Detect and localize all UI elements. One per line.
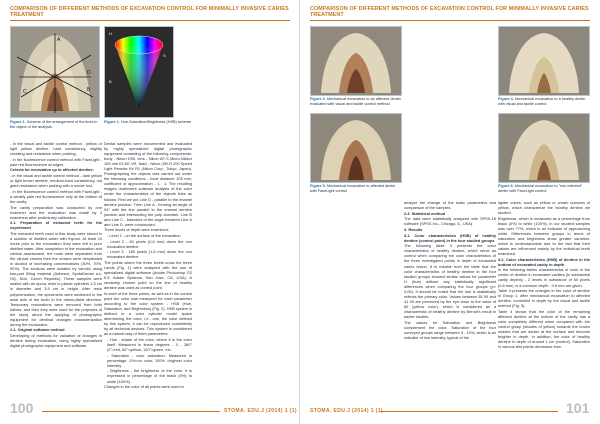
svg-text:B: B — [109, 79, 112, 84]
paragraph: In each of the three points, as well as in the control point the color was measured for each parameter according to the color system - HSB (Hue, Saturation, and Brightness) (Fig. 2). HSB system is defined in a color cylinder model space determining the color, i.e., one, the color defined by this system, it can be reproduced consistently by all technical devices. This system is considered as a natural way of three parameters: — [104, 290, 192, 337]
paragraph: The cavity preparation was conducted by one examiner and the evaluation was made by 3 examiners after preliminary calibration. — [10, 204, 102, 220]
figure-3-caption — [310, 97, 402, 106]
paragraph-heading: Criteria for excavation up to affected dentine: — [10, 167, 94, 173]
right-column-2 — [498, 200, 590, 398]
paragraph: Three levels of depth were examined: — [104, 227, 169, 233]
page-number-left: 100 — [10, 400, 34, 416]
paragraph: lighter colors, such as yellow or cream nuances of yellow, which characterize the healthy dentine we studied. — [498, 200, 590, 216]
figure-4-caption-text: Figure 4. Mechanical excavation to a healthy dentin with visual and tactile control — [498, 97, 586, 106]
paragraph: Brightness, which is measured as a percentage from black (0%) to white (100%), in our studied samples was over 77%, which is an indicator of approaching white. Differences between groups in terms of saturation and brightness show greater variation, which is understandable due to the fact that their values are influenced mainly by the individual teeth examined. — [498, 215, 590, 257]
header-rule-right — [310, 20, 590, 21]
paragraph: Changes in the color of all points were used to — [104, 384, 184, 390]
paragraph: In the following tables characteristics of color in the center of dentine in excavated cavities (in substantial cavity depths) - 2 levels in substance of 60 pixels (0,6 mm) or a common depth - 0,6 mm are given. — [498, 267, 590, 288]
section-heading: 2.1. Preparation of extracted teeth for the experiment — [10, 220, 102, 231]
paragraph: - in the fluorescence control method with FaceLight - pale red fluorescence at edges. — [10, 156, 102, 167]
figure-3-caption-text: Figure 3. Mechanical excavation to an affected dentin evaluated with visual and tactile control method — [310, 97, 401, 106]
section-heading: 2.2. Original software method — [10, 327, 65, 333]
paragraph: Developing of methods for valuation of changes in dentine during excavation, using highly specialized digital photographic equipment and software — [10, 333, 102, 349]
figure-6-caption-text: Figure 6. Mechanical excavation to "non-infected" dentin with FaceLight control — [498, 184, 583, 193]
figure-5-caption — [310, 184, 402, 193]
paragraph: Table 4 presents the changes in the color of dentine in Group 1, after mechanical excavation to affected dentine, controlled in depth by the visual and tactile method (Fig. 3). — [498, 288, 590, 309]
section-heading: 3. Results — [404, 227, 423, 233]
figure-4-image — [498, 26, 590, 96]
figure-label: Figure 1. — [10, 120, 26, 124]
journal-name-right: STOMA. EDU.J (2014) 1 (1) — [310, 408, 383, 414]
paragraph: The extracted teeth used in this study were stored in a solution of distilled water with thymol. At least 24 hours prior to the excavation they were left in pure distilled water. After completion of the excavation and clinical assessment, the roots were separated from the clinical crowns then the crowns were dehydrated in alcohol of increasing concentrations (30%, 70%, 90%). The sections were isolated by varnish using two-part filling material (Adhesor, SpofaDental a.s. HQ, Jičín, Czech Republic). These samples were sealed with an epoxy resin in plastic cylinders 1.5 cm in diameter and 3.5 cm in height. After resin polymerization, the specimens were sectioned in the axial axis of the tooth in the mesio-distal direction. Temporary restorations were removed from both halves, and then they were used for the purposes of the study about the applying of photographic equipment for dentinal changes characterization during the excavation. — [10, 230, 102, 327]
paragraph: - in the visual and tactile control method - yellow or light yellow dentine, hard consistency, slightly creaking and resistance when probing, — [10, 141, 102, 157]
figure-5-image — [310, 113, 402, 183]
footer-rule-right — [380, 411, 558, 412]
left-column-3 — [196, 141, 290, 397]
list-item: - Level 3 - 160 pixels (1,6 mm) down the non excavated dentine. — [107, 249, 192, 260]
running-header-left: COMPARISON OF DIFFERENT METHODS OF EXCAVATION CONTROL FOR MINIMALLY INVASIVE CARIES TREATMENT — [10, 6, 289, 19]
svg-text:A: A — [57, 37, 61, 43]
left-column-2 — [104, 141, 192, 397]
svg-text:C: C — [23, 89, 27, 95]
paragraph: The following table 3 presents the color characteristics of healthy dentine, which serve as control when comparing the color characteristics of the three investigated points in depth of excavated caries lesion. It is notable from the table that the color characteristics of healthy dentine in the four studied groups showed similar values for parameter H (hue) without any statistically significant differences when comparing the four groups (p> 0,05). It should be noted that the hue is statistically reflects the primary color. Values between 35 00 and 41 00 are perceived by the eye close to the value of 60 (yellow color), which is considered as a characteristic of healthy dentine by Berndt's result in earlier studies. — [404, 243, 496, 319]
figure-label: Figure 2. — [104, 120, 120, 124]
paragraph: The data were statistically analyzed with SPSS-16 software (SPSS Inc., Chicago, IL, USA). — [404, 216, 496, 227]
figure-1-image — [10, 26, 100, 118]
figure-1-caption — [10, 120, 102, 129]
figure-4-caption — [498, 97, 590, 106]
figure-5-caption-text: Figure 5. Mechanical excavation to affected dentin with FaceLight control — [310, 184, 396, 193]
figure-6-caption — [498, 184, 590, 193]
figure-2-caption-text: Figure 2. Hue-Saturation/Brightness (HSB) scheme — [104, 120, 192, 124]
figure-2-image — [104, 26, 174, 118]
paragraph: analyze the change of the basic parameters and comparison of the samples. — [404, 200, 496, 211]
journal-name-left: STOMA. EDU.J (2014) 1 (1) — [224, 408, 297, 414]
left-column-1 — [10, 141, 102, 397]
svg-text:S: S — [163, 53, 166, 58]
figure-3-image — [310, 26, 402, 96]
paragraph: - in the fluorescence control method with FaceLight - a weakly pale red fluorescence only at the bottom of the cavity. — [10, 188, 102, 204]
header-rule-left — [10, 20, 290, 21]
list-item: - Brightness - the brightness of the color. It is expressed in percentage of the black (0%) to white (100%). — [107, 368, 192, 384]
figure-1-caption-text: Figure 1. Scheme of the arrangement of the lines in the object of the analysis — [10, 120, 98, 129]
paragraph: The points where the three levels cross the three Lands (Fig. 1) were analyzed with the use of specialized digital software (Adobe Photoshop CS 5.5, Adobe Systems, San Jose, CA, USA). A randomly chosen point on the line of healthy dentine was used as control point. — [104, 260, 192, 291]
list-item: - Level 1 - on the surface of the excavation — [107, 233, 181, 239]
svg-text:B: B — [87, 87, 91, 93]
right-page — [300, 0, 600, 424]
figure-label: Figure 6. — [498, 184, 514, 188]
figure-label: Figure 3. — [310, 97, 326, 101]
paragraph: Table 4 shows that the color of the remaining affected dentine at the bottom of the cavity has a color completely different when compared with the control group (shades of yellow) towards the brown shades that are darker at the surface and become brighter in depth. In addition, the color of healthy dentine in depth of around 1 cm (control). Saturation in various test points decreases from — [498, 308, 590, 350]
figure-6-image — [498, 113, 590, 183]
running-header-right: COMPARISON OF DIFFERENT METHODS OF EXCAVATION CONTROL FOR MINIMALLY INVASIVE CARIES TREATMENT — [310, 6, 589, 19]
section-heading: 3.2. Color characteristics (HSB) of dentine in the bottom of excavated cavity in depth — [498, 256, 590, 267]
paragraph: Dental samples were documented and evaluated by highly specialized digital photographic equipment consisting of the following components: body - Nikon D90, lens - Nikon AF-S Micro-Nikkor 105 mm f/2.8G VR, flash - Nikon (SB-R 200 Speed Light Remote Kit R1 (Nikon Corp., Tokyo, Japan). Photographing the objects was carried out under the following conditions - focal distance 105 mm, coefficient of approximation - 1 : 1. The resulting images underwent software analysis of the color under the characteristics of the objects lines as follows: First we put Line D - parallel to the enamel dentine junction. Then Line A - forming an angle of 94° with the line parallel to the enamel dentine junction and intersecting the pulp chamber. Line B and Line C - bisectors of the angle between Line A and Line D, were constructed. — [104, 141, 192, 227]
section-heading: 3.1. Color characteristics (HSB) of healthy dentine (control point) in the four studied groups — [404, 232, 496, 243]
figure-2-caption — [104, 120, 200, 125]
list-item: - Saturation - color saturation. Measured in percentage -0%=no color, 100% =highest color intensity — [107, 352, 192, 368]
figure-label: Figure 5. — [310, 184, 326, 188]
svg-text:H: H — [109, 31, 112, 36]
figure-label: Figure 4. — [498, 97, 514, 101]
page-number-right: 101 — [566, 400, 590, 416]
paragraph: - in the visual and tactile control method - dark yellow or light brown dentine, medium-hard consistency, not giant resistance when probing with a sonde tool, — [10, 173, 102, 189]
list-item: - Level 2 - 60 pixels (0,6 mm) down the non excavated dentine — [107, 238, 192, 249]
section-heading: 2.3. Statistical method — [404, 210, 446, 216]
right-column-1 — [404, 200, 496, 398]
svg-text:D: D — [87, 70, 91, 76]
footer-rule-left — [42, 411, 220, 412]
list-item: - Hue - shade of the color, where it is the color itself. Measured in linear degrees - 0 - 360°(0°=red, 60°=yellow, 120°=green, etc. — [107, 336, 192, 353]
paragraph: The values for Saturation and Brightness complement the color. Saturation of the four surveyed groups range between 3 - 10%, which is an indicator of low intensity, typical of the — [404, 319, 496, 340]
